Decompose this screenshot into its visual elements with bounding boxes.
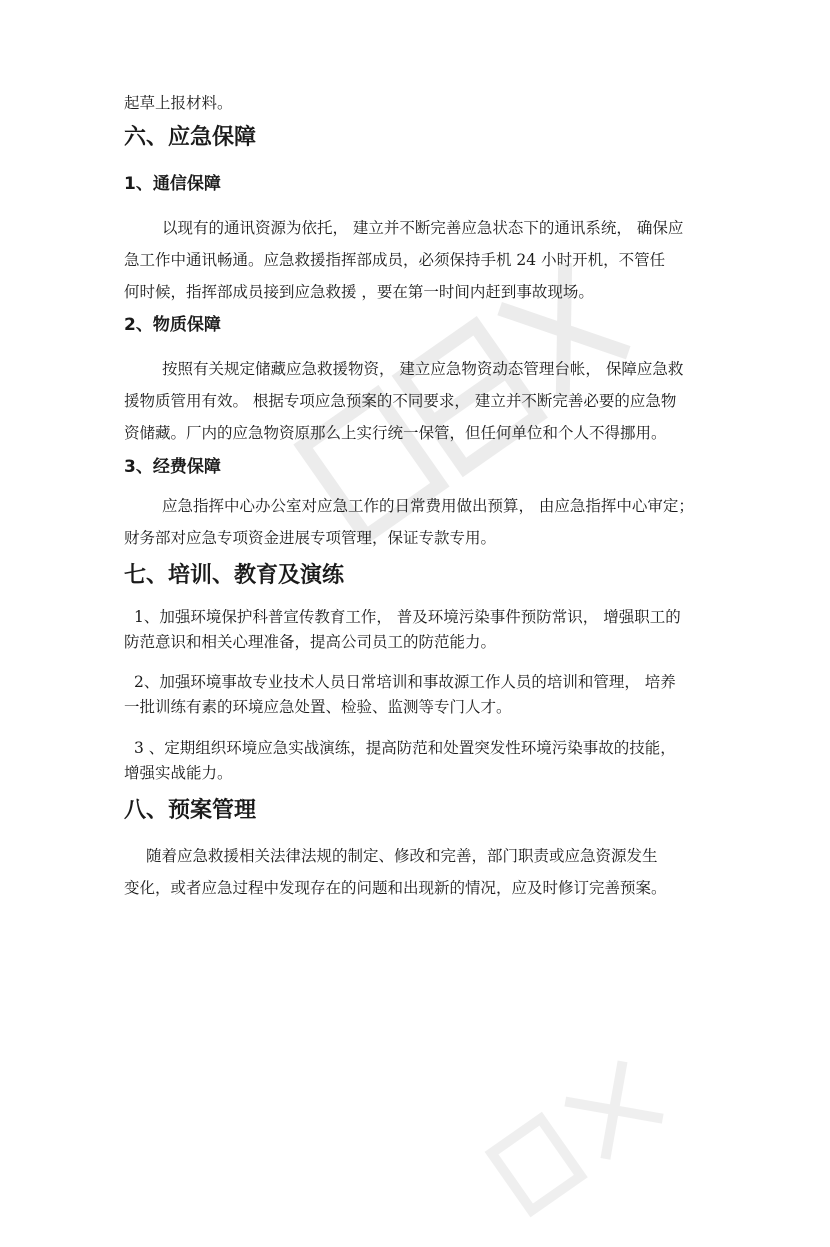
funding-line-2: 财务部对应急专项资金进展专项管理，保证专款专用。 bbox=[124, 529, 497, 547]
training-item-2-line-1: 2、加强环境事故专业技术人员日常培训和事故源工作人员的培训和管理， 培养 bbox=[134, 673, 676, 691]
training-item-2-line-2: 一批训练有素的环境应急处置、检验、监测等专门人才。 bbox=[124, 698, 512, 716]
material-line-1: 按照有关规定储藏应急救援物资， 建立应急物资动态管理台帐， 保障应急救 bbox=[162, 360, 684, 378]
plan-mgmt-line-2: 变化，或者应急过程中发现存在的问题和出现新的情况，应及时修订完善预案。 bbox=[124, 879, 667, 897]
funding-line-1: 应急指挥中心办公室对应急工作的日常费用做出预算， 由应急指挥中心审定； bbox=[162, 497, 694, 515]
plan-mgmt-line-1: 随着应急救援相关法律法规的制定、修改和完善，部门职责或应急资源发生 bbox=[146, 847, 658, 865]
training-item-1-line-1: 1、加强环境保护科普宣传教育工作， 普及环境污染事件预防常识， 增强职工的 bbox=[134, 608, 681, 626]
comm-line-2: 急工作中通讯畅通。应急救援指挥部成员，必须保持手机 24 小时开机，不管任 bbox=[124, 251, 666, 269]
subsection-comm-heading: 1、通信保障 bbox=[124, 174, 221, 194]
carryover-line: 起草上报材料。 bbox=[124, 94, 233, 112]
watermark-graphic-bottom bbox=[464, 1033, 697, 1246]
section-8-heading: 八、预案管理 bbox=[124, 798, 257, 823]
training-item-3-line-1: 3 、定期组织环境应急实战演练，提高防范和处置突发性环境污染事故的技能， bbox=[134, 739, 676, 757]
comm-line-3: 何时候，指挥部成员接到应急救援 ，要在第一时间内赶到事故现场。 bbox=[124, 283, 594, 301]
training-item-3-line-2: 增强实战能力。 bbox=[124, 764, 233, 782]
section-7-heading: 七、培训、教育及演练 bbox=[124, 563, 345, 588]
material-line-2: 援物质管用有效。 根据专项应急预案的不同要求， 建立并不断完善必要的应急物 bbox=[124, 392, 677, 410]
training-item-1-line-2: 防范意识和相关心理准备，提高公司员工的防范能力。 bbox=[124, 633, 497, 651]
subsection-material-heading: 2、物质保障 bbox=[124, 315, 221, 335]
section-6-heading: 六、应急保障 bbox=[124, 125, 257, 150]
material-line-3: 资储藏。厂内的应急物资原那么上实行统一保管，但任何单位和个人不得挪用。 bbox=[124, 424, 667, 442]
subsection-funding-heading: 3、经费保障 bbox=[124, 457, 221, 477]
comm-line-1: 以现有的通讯资源为依托， 建立并不断完善应急状态下的通讯系统， 确保应 bbox=[162, 219, 684, 237]
